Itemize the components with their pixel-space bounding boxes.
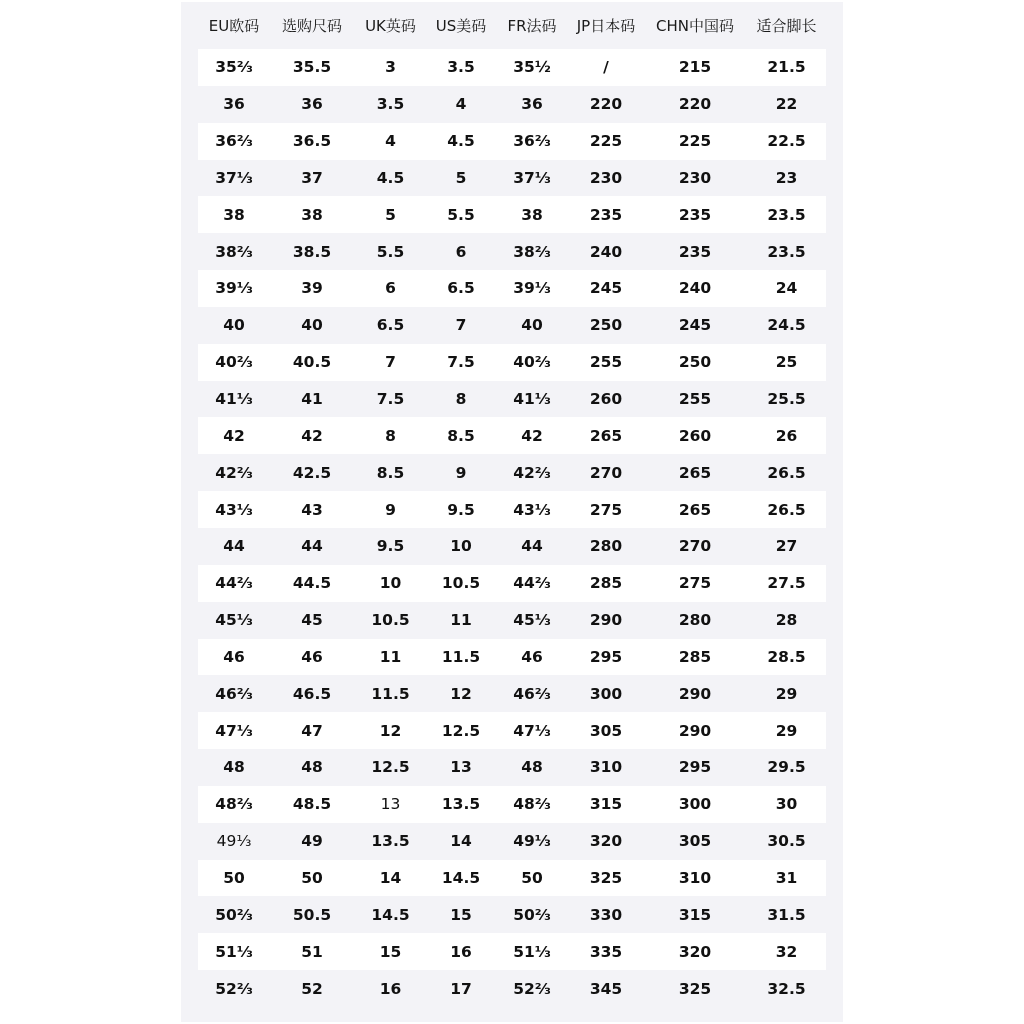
cell-us: 15: [450, 905, 472, 924]
cell-us: 6: [455, 242, 467, 261]
cell-uk: 8: [385, 426, 396, 445]
cell-us: 10: [450, 537, 472, 556]
cell-uk: 11: [379, 647, 402, 666]
cell-jp: 275: [589, 500, 623, 519]
cell-uk: 9.5: [376, 537, 405, 556]
cell-foot-length: 24: [775, 279, 798, 298]
cell-foot-length: 23: [775, 168, 798, 187]
cell-eu: 44: [223, 537, 245, 556]
cell-jp: 345: [589, 979, 623, 998]
cell-chn: 285: [678, 647, 712, 666]
cell-purchase-size: 44: [301, 537, 323, 556]
cell-us: 12: [450, 684, 472, 703]
cell-us: 5.5: [447, 205, 475, 224]
cell-us: 4: [455, 95, 467, 114]
cell-uk: 5: [385, 205, 396, 224]
cell-uk: 3.5: [376, 95, 405, 114]
cell-foot-length: 25.5: [767, 390, 806, 409]
cell-fr: 45⅓: [513, 611, 551, 630]
cell-eu: 49⅓: [216, 832, 252, 851]
table-row: [198, 933, 826, 970]
table-row: [198, 196, 826, 233]
cell-jp: 280: [589, 537, 623, 556]
table-row: [198, 823, 826, 860]
cell-uk: 5.5: [376, 242, 405, 261]
header-us: US美码: [435, 17, 487, 35]
cell-purchase-size: 45: [301, 611, 323, 630]
cell-uk: 11.5: [371, 684, 410, 703]
cell-foot-length: 27: [775, 537, 798, 556]
header-purchase-size: 选购尺码: [281, 17, 342, 35]
cell-fr: 46⅔: [513, 684, 551, 703]
cell-jp: 265: [589, 426, 623, 445]
cell-uk: 6: [385, 279, 396, 298]
cell-purchase-size: 39: [301, 279, 323, 298]
cell-purchase-size: 42.5: [292, 463, 332, 482]
cell-uk: 4.5: [376, 168, 405, 187]
cell-eu: 35⅔: [215, 58, 253, 77]
table-row: [198, 970, 826, 1007]
cell-purchase-size: 52: [301, 979, 323, 998]
cell-foot-length: 21.5: [767, 58, 806, 77]
cell-uk: 15: [379, 942, 402, 961]
cell-purchase-size: 42: [301, 426, 323, 445]
cell-eu: 42⅔: [215, 463, 253, 482]
cell-fr: 48⅔: [513, 795, 551, 814]
cell-purchase-size: 37: [301, 168, 323, 187]
cell-foot-length: 22: [775, 95, 798, 114]
cell-eu: 46⅔: [215, 684, 253, 703]
cell-jp: 220: [589, 95, 623, 114]
cell-eu: 37⅓: [215, 168, 253, 187]
cell-chn: 310: [678, 868, 712, 887]
cell-foot-length: 28: [775, 611, 798, 630]
cell-chn: 245: [678, 316, 712, 335]
cell-eu: 48: [223, 758, 245, 777]
table-row: [198, 160, 826, 197]
table-row: [198, 344, 826, 381]
header-jp: JP日本码: [576, 17, 636, 35]
cell-chn: 300: [678, 795, 712, 814]
cell-eu: 42: [223, 426, 245, 445]
table-row: [198, 270, 826, 307]
cell-uk: 12.5: [371, 758, 410, 777]
cell-foot-length: 29.5: [767, 758, 806, 777]
cell-us: 14: [450, 832, 472, 851]
cell-fr: 42: [521, 426, 543, 445]
cell-us: 8.5: [447, 426, 475, 445]
cell-eu: 48⅔: [215, 795, 253, 814]
cell-fr: 44⅔: [513, 574, 551, 593]
cell-us: 3.5: [447, 58, 475, 77]
cell-chn: 250: [678, 353, 712, 372]
cell-us: 7: [455, 316, 467, 335]
cell-fr: 43⅓: [513, 500, 551, 519]
table-row: [198, 49, 826, 86]
cell-fr: 39⅓: [513, 279, 551, 298]
cell-eu: 50: [223, 868, 245, 887]
cell-uk: 13.5: [371, 832, 410, 851]
cell-purchase-size: 40.5: [292, 353, 332, 372]
cell-chn: 270: [678, 537, 712, 556]
header-foot-length: 适合脚长: [756, 17, 817, 35]
cell-foot-length: 27.5: [767, 574, 806, 593]
cell-foot-length: 26: [775, 426, 798, 445]
table-row: [198, 602, 826, 639]
cell-us: 14.5: [441, 868, 481, 887]
table-body: [198, 49, 826, 1007]
cell-purchase-size: 36: [301, 95, 323, 114]
cell-jp: 295: [589, 647, 623, 666]
table-row: [198, 233, 826, 270]
table-header: [198, 2, 826, 49]
cell-eu: 36⅔: [215, 132, 253, 151]
cell-fr: 38: [521, 205, 543, 224]
cell-chn: 325: [678, 979, 712, 998]
table-row: [198, 786, 826, 823]
cell-eu: 40⅔: [215, 353, 253, 372]
cell-us: 4.5: [447, 132, 475, 151]
cell-eu: 38: [223, 205, 245, 224]
cell-uk: 10: [379, 574, 402, 593]
cell-purchase-size: 38.5: [292, 242, 332, 261]
cell-eu: 40: [223, 316, 245, 335]
table-row: [198, 381, 826, 418]
cell-fr: 50: [521, 868, 543, 887]
cell-foot-length: 30.5: [767, 832, 806, 851]
cell-chn: 235: [678, 205, 712, 224]
cell-chn: 235: [678, 242, 712, 261]
cell-chn: 215: [678, 58, 712, 77]
cell-fr: 42⅔: [513, 463, 551, 482]
cell-eu: 36: [223, 95, 245, 114]
cell-chn: 305: [678, 832, 712, 851]
cell-us: 11.5: [441, 647, 481, 666]
cell-purchase-size: 50.5: [292, 905, 332, 924]
cell-fr: 40: [521, 316, 543, 335]
cell-fr: 40⅔: [513, 353, 551, 372]
header-chn: CHN中国码: [656, 17, 734, 35]
cell-eu: 45⅓: [215, 611, 253, 630]
cell-jp: 230: [589, 168, 623, 187]
header-eu: EU欧码: [208, 17, 260, 35]
table-row: [198, 712, 826, 749]
cell-uk: 3: [385, 58, 396, 77]
cell-us: 9.5: [447, 500, 475, 519]
cell-chn: 290: [678, 721, 712, 740]
cell-chn: 290: [678, 684, 712, 703]
cell-foot-length: 26.5: [767, 500, 806, 519]
size-chart-card: [181, 2, 843, 1022]
table-row: [198, 639, 826, 676]
table-row: [198, 454, 826, 491]
cell-purchase-size: 49: [301, 832, 323, 851]
cell-uk: 7: [385, 353, 396, 372]
table-row: [198, 86, 826, 123]
cell-jp: 255: [589, 353, 623, 372]
cell-uk: 14.5: [371, 905, 410, 924]
cell-purchase-size: 44.5: [292, 574, 332, 593]
cell-jp: 325: [589, 868, 623, 887]
cell-fr: 47⅓: [513, 721, 551, 740]
cell-us: 11: [450, 611, 472, 630]
cell-jp: 300: [589, 684, 623, 703]
cell-foot-length: 23.5: [767, 205, 806, 224]
cell-fr: 36: [521, 95, 543, 114]
cell-chn: 265: [678, 500, 712, 519]
cell-fr: 51⅓: [513, 942, 551, 961]
cell-foot-length: 32: [775, 942, 798, 961]
cell-uk: 6.5: [376, 316, 405, 335]
cell-foot-length: 24.5: [767, 316, 806, 335]
cell-jp: 240: [589, 242, 623, 261]
cell-us: 16: [450, 942, 472, 961]
cell-foot-length: 31: [775, 868, 798, 887]
cell-foot-length: 26.5: [767, 463, 806, 482]
cell-eu: 38⅔: [215, 242, 253, 261]
cell-foot-length: 23.5: [767, 242, 806, 261]
cell-fr: 41⅓: [513, 390, 551, 409]
cell-fr: 50⅔: [513, 905, 551, 924]
cell-chn: 275: [678, 574, 712, 593]
cell-us: 6.5: [447, 279, 475, 298]
cell-jp: /: [603, 58, 609, 77]
cell-uk: 16: [379, 979, 402, 998]
cell-chn: 260: [678, 426, 712, 445]
cell-chn: 320: [678, 942, 712, 961]
table-row: [198, 491, 826, 528]
cell-jp: 320: [589, 832, 623, 851]
table-row: [198, 417, 826, 454]
cell-foot-length: 31.5: [767, 905, 806, 924]
cell-fr: 49⅓: [513, 832, 551, 851]
table-row: [198, 565, 826, 602]
cell-chn: 230: [678, 168, 712, 187]
cell-purchase-size: 48.5: [292, 795, 332, 814]
cell-us: 13: [450, 758, 472, 777]
cell-us: 7.5: [447, 353, 475, 372]
cell-eu: 46: [223, 647, 245, 666]
cell-purchase-size: 35.5: [292, 58, 332, 77]
cell-foot-length: 28.5: [767, 647, 806, 666]
cell-foot-length: 32.5: [767, 979, 806, 998]
header-fr: FR法码: [507, 17, 557, 35]
cell-us: 12.5: [441, 721, 481, 740]
cell-us: 10.5: [441, 574, 481, 593]
cell-purchase-size: 43: [301, 500, 323, 519]
cell-chn: 220: [678, 95, 712, 114]
cell-fr: 38⅔: [513, 242, 551, 261]
cell-jp: 330: [589, 905, 623, 924]
cell-jp: 310: [589, 758, 623, 777]
cell-purchase-size: 40: [301, 316, 323, 335]
cell-purchase-size: 50: [301, 868, 323, 887]
cell-eu: 39⅓: [215, 279, 253, 298]
cell-foot-length: 22.5: [767, 132, 806, 151]
cell-fr: 37⅓: [513, 168, 551, 187]
cell-uk: 7.5: [376, 390, 405, 409]
cell-chn: 240: [678, 279, 712, 298]
cell-purchase-size: 46: [301, 647, 323, 666]
cell-eu: 44⅔: [215, 574, 253, 593]
cell-jp: 270: [589, 463, 623, 482]
cell-eu: 41⅓: [215, 390, 253, 409]
cell-uk: 9: [385, 500, 396, 519]
cell-uk: 12: [379, 721, 402, 740]
cell-foot-length: 25: [775, 353, 798, 372]
cell-chn: 255: [678, 390, 712, 409]
cell-eu: 51⅓: [215, 942, 253, 961]
cell-us: 13.5: [441, 795, 481, 814]
cell-fr: 52⅔: [513, 979, 551, 998]
cell-jp: 225: [589, 132, 623, 151]
table-row: [198, 307, 826, 344]
table-row: [198, 123, 826, 160]
cell-uk: 10.5: [371, 611, 410, 630]
cell-purchase-size: 51: [301, 942, 323, 961]
cell-eu: 50⅔: [215, 905, 253, 924]
cell-purchase-size: 46.5: [292, 684, 332, 703]
cell-jp: 285: [589, 574, 623, 593]
cell-jp: 305: [589, 721, 623, 740]
cell-purchase-size: 47: [301, 721, 323, 740]
cell-foot-length: 29: [775, 721, 798, 740]
cell-uk: 4: [385, 132, 396, 151]
cell-jp: 315: [589, 795, 623, 814]
cell-jp: 290: [589, 611, 623, 630]
header-uk: UK英码: [365, 17, 416, 35]
cell-us: 9: [455, 463, 467, 482]
cell-us: 17: [450, 979, 472, 998]
cell-purchase-size: 48: [301, 758, 323, 777]
cell-fr: 36⅔: [513, 132, 551, 151]
cell-uk: 14: [379, 868, 402, 887]
cell-chn: 265: [678, 463, 712, 482]
cell-chn: 315: [678, 905, 712, 924]
cell-us: 8: [455, 390, 467, 409]
table-row: [198, 860, 826, 897]
cell-chn: 295: [678, 758, 712, 777]
table-row: [198, 896, 826, 933]
cell-eu: 47⅓: [215, 721, 253, 740]
cell-purchase-size: 36.5: [292, 132, 332, 151]
cell-jp: 335: [589, 942, 623, 961]
cell-jp: 235: [589, 205, 623, 224]
table-row: [198, 675, 826, 712]
cell-jp: 245: [589, 279, 623, 298]
cell-uk: 13: [380, 795, 401, 814]
cell-purchase-size: 38: [301, 205, 323, 224]
cell-eu: 43⅓: [215, 500, 253, 519]
table-row: [198, 528, 826, 565]
cell-foot-length: 30: [775, 795, 798, 814]
cell-eu: 52⅔: [215, 979, 253, 998]
cell-fr: 48: [521, 758, 543, 777]
cell-us: 5: [455, 168, 467, 187]
cell-fr: 46: [521, 647, 543, 666]
cell-purchase-size: 41: [301, 390, 323, 409]
cell-chn: 280: [678, 611, 712, 630]
cell-foot-length: 29: [775, 684, 798, 703]
cell-chn: 225: [678, 132, 712, 151]
cell-fr: 44: [521, 537, 543, 556]
table-row: [198, 749, 826, 786]
cell-fr: 35½: [513, 58, 551, 77]
cell-jp: 260: [589, 390, 623, 409]
cell-jp: 250: [589, 316, 623, 335]
cell-uk: 8.5: [376, 463, 405, 482]
